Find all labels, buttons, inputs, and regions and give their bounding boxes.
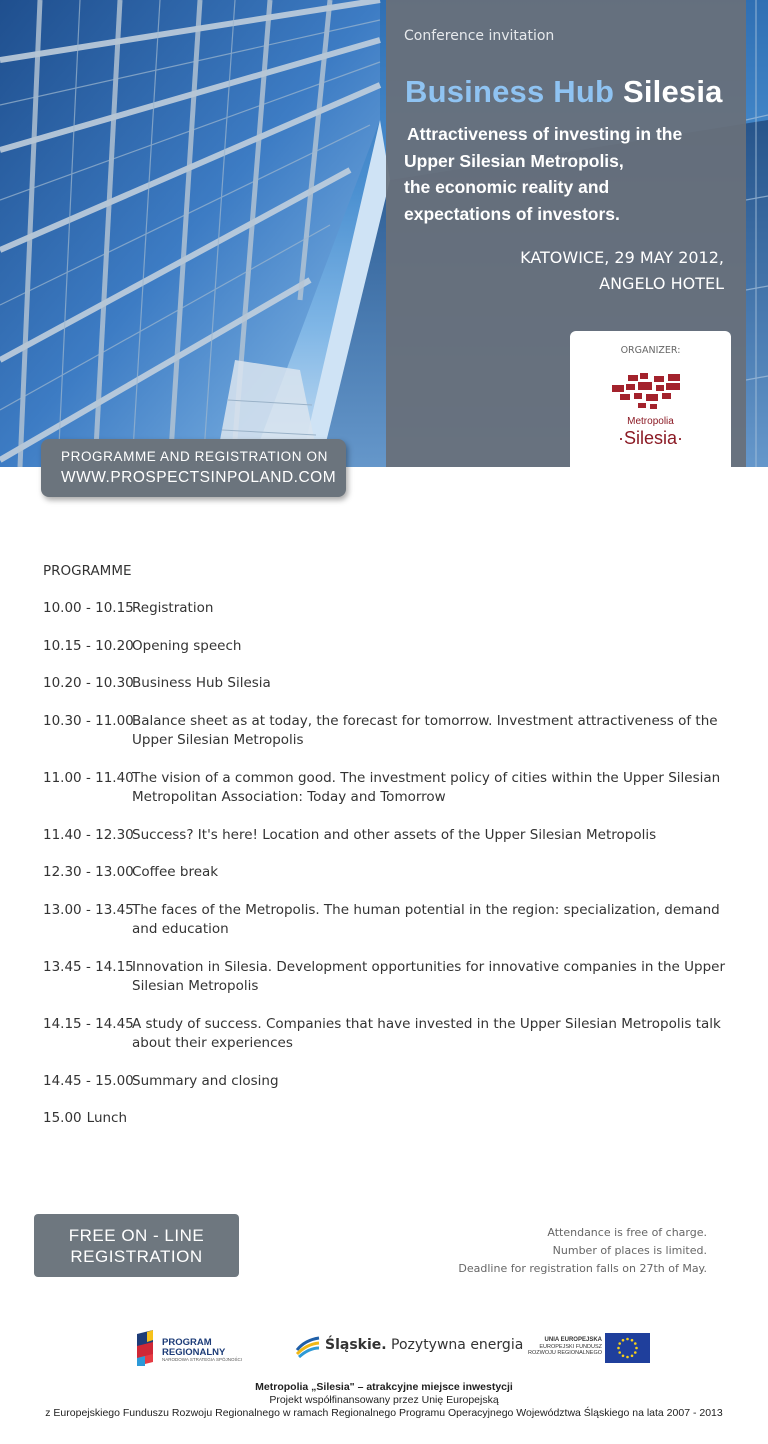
location-date: KATOWICE, 29 MAY 2012, bbox=[520, 248, 724, 267]
metropolia-silesia-logo bbox=[610, 373, 690, 415]
programme-section bbox=[43, 561, 733, 1147]
programme-title: Summary and closing bbox=[132, 1072, 279, 1089]
programme-item bbox=[43, 826, 733, 846]
location-venue: ANGELO HOTEL bbox=[599, 274, 724, 293]
attendance-note: Attendance is free of charge. bbox=[547, 1226, 707, 1239]
programme-title: Balance sheet as at today, the forecast for tomorrow. Investment attractiveness of the Upper Silesian Metropolis bbox=[132, 712, 718, 748]
programme-title: Success? It's here! Location and other assets of the Upper Silesian Metropolis bbox=[132, 826, 657, 843]
eu-line3: ROZWOJU REGIONALNEGO bbox=[528, 1350, 602, 1356]
programme-time: 13.00 - 13.45 bbox=[43, 901, 134, 918]
programme-time: 14.45 - 15.00 bbox=[43, 1072, 134, 1089]
programme-list bbox=[43, 599, 733, 1129]
program-regionalny-line1: PROGRAM bbox=[162, 1337, 212, 1348]
event-title-part1: Business Hub bbox=[405, 74, 615, 109]
eu-flag-icon bbox=[605, 1333, 650, 1363]
organizer-name-silesia: Silesia bbox=[623, 428, 678, 448]
programme-title: Opening speech bbox=[132, 637, 242, 654]
slaskie-bold: Śląskie. bbox=[325, 1337, 387, 1353]
eu-fund-text bbox=[520, 1337, 602, 1357]
organizer-name-line2: ·Silesia· bbox=[617, 428, 684, 448]
programme-title: Registration bbox=[132, 600, 214, 616]
footer-line1: Metropolia „Silesia" – atrakcyjne miejsce inwestycji bbox=[255, 1381, 513, 1393]
programme-item bbox=[43, 599, 733, 619]
programme-title: The vision of a common good. The investment policy of cities within the Upper Silesian Metropolitan Association: Today and Tomorrow bbox=[132, 769, 721, 805]
programme-time: 15.00 bbox=[43, 1110, 82, 1126]
free-online-registration-button[interactable] bbox=[34, 1214, 239, 1277]
footer bbox=[0, 1381, 768, 1420]
program-regionalny-logo-icon bbox=[133, 1328, 159, 1368]
registration-banner-line1: PROGRAMME AND REGISTRATION ON bbox=[61, 449, 328, 464]
registration-website-link[interactable]: WWW.PROSPECTSINPOLAND.COM bbox=[61, 469, 337, 486]
program-regionalny-text bbox=[162, 1338, 225, 1358]
programme-item bbox=[43, 863, 733, 883]
programme-time: 11.40 - 12.30 bbox=[43, 826, 134, 843]
programme-time: 10.20 - 10.30 bbox=[43, 675, 134, 691]
hero-banner bbox=[0, 0, 768, 467]
tagline-line: Attractiveness of investing in the bbox=[407, 124, 683, 144]
programme-item bbox=[43, 712, 733, 751]
eu-line1: UNIA EUROPEJSKA bbox=[544, 1337, 602, 1343]
organizer-label: ORGANIZER: bbox=[620, 345, 681, 356]
programme-item bbox=[43, 1015, 733, 1054]
programme-item bbox=[43, 1072, 733, 1092]
footer-line2: Projekt współfinansowany przez Unię Europejską bbox=[269, 1394, 499, 1406]
registration-button-line2: REGISTRATION bbox=[70, 1246, 203, 1266]
programme-item bbox=[43, 958, 733, 997]
programme-title: The faces of the Metropolis. The human potential in the region: specialization, demand and education bbox=[132, 901, 720, 937]
programme-item bbox=[43, 901, 733, 940]
organizer-name-line1: Metropolia bbox=[627, 416, 674, 427]
programme-heading: PROGRAMME bbox=[43, 563, 132, 579]
programme-title: Innovation in Silesia. Development opportunities for innovative companies in the Upper Silesian Metropolis bbox=[132, 958, 725, 994]
tagline-line: expectations of investors. bbox=[404, 203, 620, 224]
attendance-notes bbox=[458, 1224, 707, 1278]
programme-time: 10.15 - 10.20 bbox=[43, 637, 134, 654]
tagline-line: the economic reality and bbox=[404, 177, 610, 197]
footer-line3: z Europejskiego Funduszu Rozwoju Regionalnego w ramach Regionalnego Programu Operacyjnego Województwa Śląskiego na lata 2007 - 2013 bbox=[45, 1407, 723, 1419]
eu-line2: EUROPEJSKI FUNDUSZ bbox=[539, 1343, 602, 1350]
registration-website-banner[interactable] bbox=[41, 439, 346, 497]
programme-title: Business Hub Silesia bbox=[132, 675, 271, 691]
slaskie-logo-icon bbox=[295, 1336, 321, 1358]
slaskie-tagline: Pozytywna energia bbox=[391, 1337, 524, 1353]
programme-item bbox=[43, 1109, 733, 1129]
event-tagline bbox=[404, 121, 734, 227]
programme-item bbox=[43, 674, 733, 694]
event-title bbox=[405, 74, 723, 110]
programme-item bbox=[43, 769, 733, 808]
programme-item bbox=[43, 637, 733, 657]
registration-button-line1: FREE ON - LINE bbox=[68, 1225, 205, 1245]
programme-time: 10.00 - 10.15 bbox=[43, 600, 134, 616]
programme-time: 11.00 - 11.40 bbox=[43, 769, 134, 786]
event-location bbox=[520, 245, 724, 297]
tagline-line: Upper Silesian Metropolis, bbox=[404, 150, 624, 171]
programme-time: 13.45 - 14.15 bbox=[43, 958, 134, 975]
programme-time: 14.15 - 14.45 bbox=[43, 1015, 134, 1032]
event-title-part2: Silesia bbox=[622, 74, 723, 109]
slaskie-logo-text bbox=[325, 1337, 523, 1353]
program-regionalny-sub: NARODOWA STRATEGIA SPÓJNOŚCI bbox=[162, 1357, 243, 1362]
attendance-note: Number of places is limited. bbox=[552, 1244, 707, 1257]
programme-title: A study of success. Companies that have invested in the Upper Silesian Metropolis talk about their experiences bbox=[132, 1015, 721, 1051]
programme-time: 12.30 - 13.00 bbox=[43, 864, 134, 880]
organizer-box bbox=[570, 331, 731, 467]
program-regionalny-line2: REGIONALNY bbox=[162, 1347, 226, 1358]
programme-title: Coffee break bbox=[132, 864, 219, 880]
programme-title: Lunch bbox=[86, 1110, 128, 1126]
conference-invitation-label: Conference invitation bbox=[404, 28, 555, 44]
attendance-note: Deadline for registration falls on 27th of May. bbox=[458, 1262, 707, 1275]
programme-time: 10.30 - 11.00 bbox=[43, 712, 134, 729]
